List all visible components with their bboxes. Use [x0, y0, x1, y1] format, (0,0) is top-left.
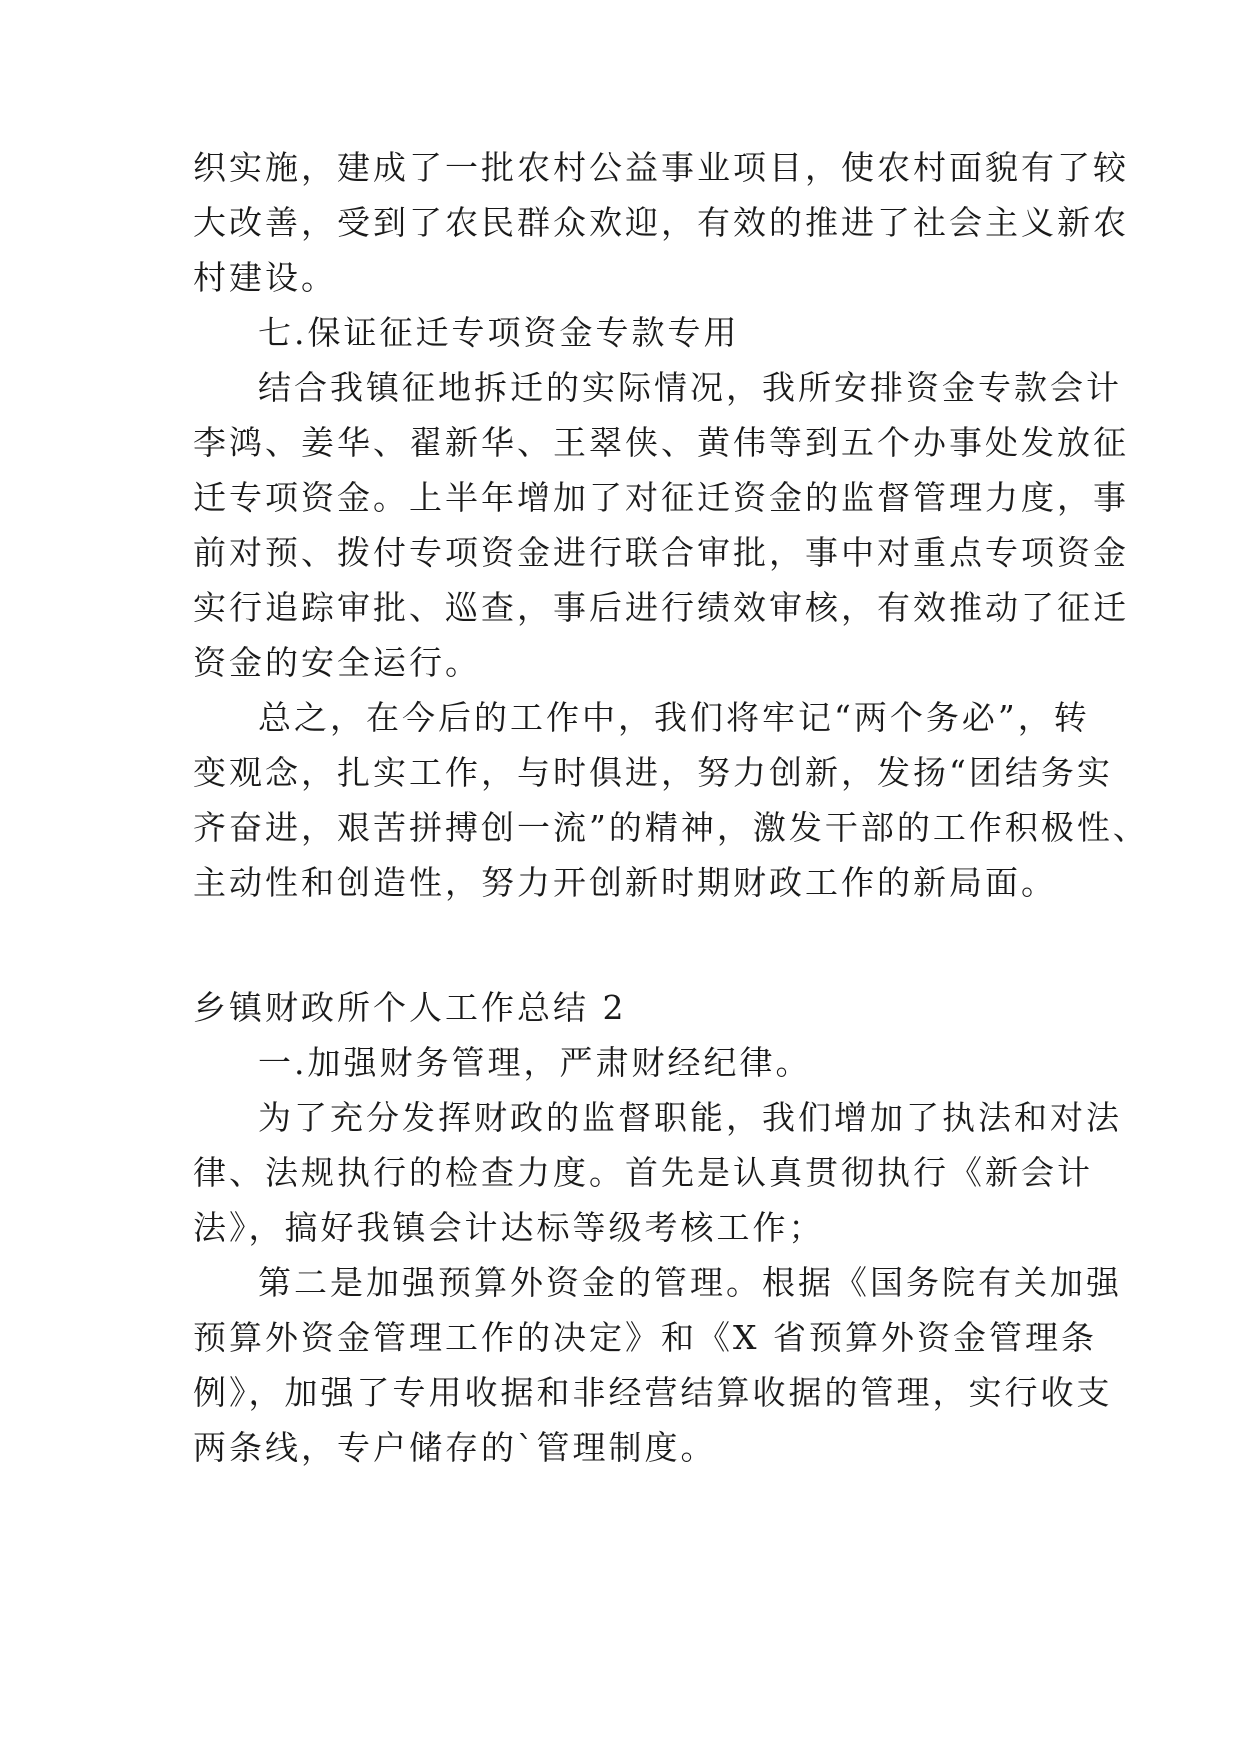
text-line: 前对预、拨付专项资金进行联合审批，事中对重点专项资金	[193, 533, 1129, 572]
text-line: 两条线，专户储存的`管理制度。	[193, 1428, 717, 1467]
text-line: 织实施，建成了一批农村公益事业项目，使农村面貌有了较	[193, 148, 1129, 187]
text-line: 预算外资金管理工作的决定》和《X 省预算外资金管理条	[193, 1318, 1097, 1357]
text-line: 变观念，扎实工作，与时俱进，努力创新，发扬“团结务实	[193, 753, 1113, 792]
text-line: 李鸿、姜华、翟新华、王翠侠、黄伟等到五个办事处发放征	[193, 423, 1129, 462]
text-line: 法》，搞好我镇会计达标等级考核工作；	[193, 1208, 825, 1247]
text-line: 为了充分发挥财政的监督职能，我们增加了执法和对法	[258, 1098, 1122, 1137]
text-line: 第二是加强预算外资金的管理。根据《国务院有关加强	[258, 1263, 1122, 1302]
text-line: 总之，在今后的工作中，我们将牢记“两个务必”，转	[258, 698, 1090, 737]
section-heading: 七.保证征迁专项资金专款专用	[258, 313, 740, 352]
text-line: 主动性和创造性，努力开创新时期财政工作的新局面。	[193, 863, 1057, 902]
text-line: 迁专项资金。上半年增加了对征迁资金的监督管理力度，事	[193, 478, 1129, 517]
text-line: 结合我镇征地拆迁的实际情况，我所安排资金专款会计	[258, 368, 1122, 407]
text-line: 齐奋进，艰苦拼搏创一流”的精神，激发干部的工作积极性、	[193, 808, 1149, 847]
text-line: 律、法规执行的检查力度。首先是认真贯彻执行《新会计	[193, 1153, 1093, 1192]
text-line: 例》，加强了专用收据和非经营结算收据的管理，实行收支	[193, 1373, 1113, 1412]
text-line: 大改善，受到了农民群众欢迎，有效的推进了社会主义新农	[193, 203, 1129, 242]
text-line: 村建设。	[193, 258, 337, 297]
text-line: 实行追踪审批、巡查，事后进行绩效审核，有效推动了征迁	[193, 588, 1129, 627]
section-heading: 一.加强财务管理，严肃财经纪律。	[258, 1043, 812, 1082]
document-title: 乡镇财政所个人工作总结 2	[193, 988, 627, 1027]
text-line: 资金的安全运行。	[193, 643, 481, 682]
